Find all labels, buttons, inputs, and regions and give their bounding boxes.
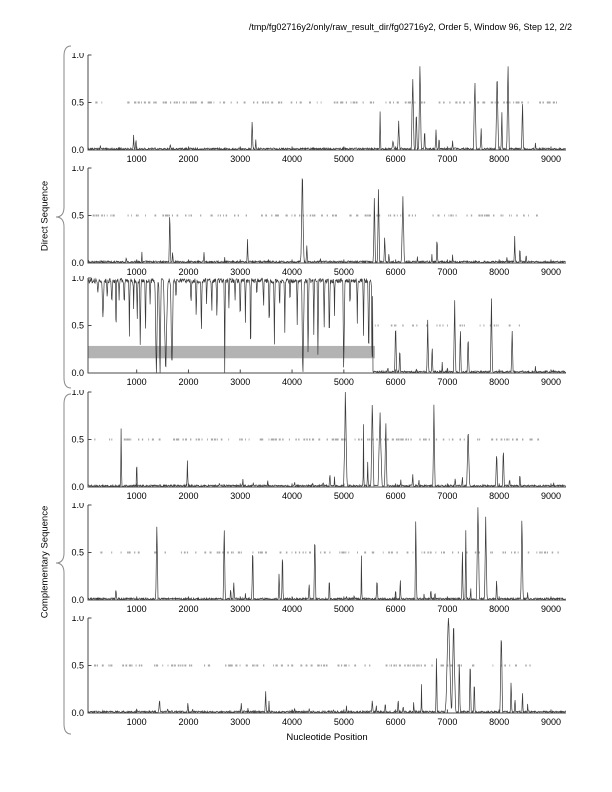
y-tick-label: 0.5: [71, 434, 84, 445]
y-tick-label: 0.0: [71, 145, 84, 155]
x-tick-label: 8000: [489, 604, 510, 614]
x-tick-label: 1000: [126, 154, 147, 164]
x-tick-label: 2000: [178, 154, 199, 164]
x-tick-label: 1000: [126, 267, 147, 277]
x-tick-label: 3000: [230, 717, 251, 727]
page-title: /tmp/fg02716y2/only/raw_result_dir/fg02716y2, Order 5, Window 96, Step 12, 2/2: [248, 22, 572, 32]
x-tick-label: 1000: [126, 717, 147, 727]
x-tick-label: 7000: [437, 154, 458, 164]
x-tick-label: 5000: [333, 377, 354, 387]
complementary-sequence-label: Complementary Sequence: [39, 505, 51, 619]
x-tick-label: 8000: [489, 267, 510, 277]
x-tick-label: 2000: [178, 377, 199, 387]
y-tick-label: 0.5: [71, 660, 84, 671]
x-tick-label: 2000: [178, 604, 199, 614]
y-tick-label: 0.0: [71, 595, 84, 605]
x-tick-label: 9000: [540, 491, 561, 501]
x-tick-label: 5000: [333, 717, 354, 727]
x-tick-label: 2000: [178, 491, 199, 501]
x-tick-label: 3000: [230, 154, 251, 164]
x-tick-label: 5000: [333, 604, 354, 614]
x-tick-label: 9000: [540, 717, 561, 727]
highlight-band: [88, 346, 375, 358]
x-tick-label: 3000: [230, 604, 251, 614]
y-tick-label: 0.5: [71, 210, 84, 221]
x-tick-label: 4000: [282, 154, 303, 164]
x-tick-label: 4000: [282, 491, 303, 501]
axis-spines: [88, 55, 566, 150]
x-tick-label: 8000: [489, 377, 510, 387]
x-tick-label: 3000: [230, 377, 251, 387]
panel-1-plot: [62, 53, 590, 171]
y-tick-label: 1.0: [71, 53, 84, 60]
y-tick-label: 0.0: [71, 482, 84, 492]
x-tick-label: 8000: [489, 154, 510, 164]
panel-2-plot: [62, 166, 590, 284]
x-tick-label: 1000: [126, 604, 147, 614]
y-tick-label: 1.0: [71, 166, 84, 173]
x-tick-label: 6000: [385, 717, 406, 727]
direct-sequence-label: Direct Sequence: [39, 180, 51, 252]
x-tick-label: 4000: [282, 267, 303, 277]
panel-5-plot: [62, 503, 590, 621]
x-axis-title: Nucleotide Position: [286, 732, 368, 743]
x-tick-label: 6000: [385, 267, 406, 277]
panel-3-plot: [62, 276, 590, 394]
probability-curve: [88, 507, 566, 599]
x-tick-label: 3000: [230, 491, 251, 501]
x-tick-label: 7000: [437, 717, 458, 727]
x-tick-label: 7000: [437, 377, 458, 387]
axis-spines: [88, 505, 566, 600]
x-tick-label: 4000: [282, 717, 303, 727]
x-tick-label: 7000: [437, 267, 458, 277]
x-tick-label: 1000: [126, 377, 147, 387]
x-tick-label: 7000: [437, 491, 458, 501]
y-tick-label: 1.0: [71, 390, 84, 397]
x-tick-label: 7000: [437, 604, 458, 614]
x-tick-label: 6000: [385, 377, 406, 387]
x-tick-label: 2000: [178, 267, 199, 277]
x-tick-label: 3000: [230, 267, 251, 277]
x-tick-label: 5000: [333, 267, 354, 277]
x-tick-label: 6000: [385, 491, 406, 501]
y-tick-label: 0.0: [71, 708, 84, 718]
x-tick-label: 5000: [333, 491, 354, 501]
x-tick-label: 8000: [489, 491, 510, 501]
x-tick-label: 9000: [540, 267, 561, 277]
y-tick-label: 0.0: [71, 258, 84, 268]
x-tick-label: 2000: [178, 717, 199, 727]
y-tick-label: 0.5: [71, 320, 84, 331]
y-tick-label: 0.5: [71, 547, 84, 558]
x-tick-label: 9000: [540, 377, 561, 387]
y-tick-label: 0.0: [71, 368, 84, 378]
panel-4-plot: [62, 390, 590, 508]
panel-6-plot: [62, 616, 590, 734]
y-tick-label: 1.0: [71, 616, 84, 623]
x-tick-label: 6000: [385, 154, 406, 164]
probability-curve: [88, 66, 566, 149]
x-tick-label: 9000: [540, 604, 561, 614]
x-tick-label: 4000: [282, 377, 303, 387]
x-tick-label: 1000: [126, 491, 147, 501]
probability-curve: [88, 179, 566, 262]
y-tick-label: 1.0: [71, 503, 84, 510]
y-tick-label: 0.5: [71, 97, 84, 108]
x-tick-label: 6000: [385, 604, 406, 614]
x-tick-label: 8000: [489, 717, 510, 727]
x-tick-label: 5000: [333, 154, 354, 164]
y-tick-label: 1.0: [71, 276, 84, 283]
x-tick-label: 9000: [540, 154, 561, 164]
x-tick-label: 4000: [282, 604, 303, 614]
